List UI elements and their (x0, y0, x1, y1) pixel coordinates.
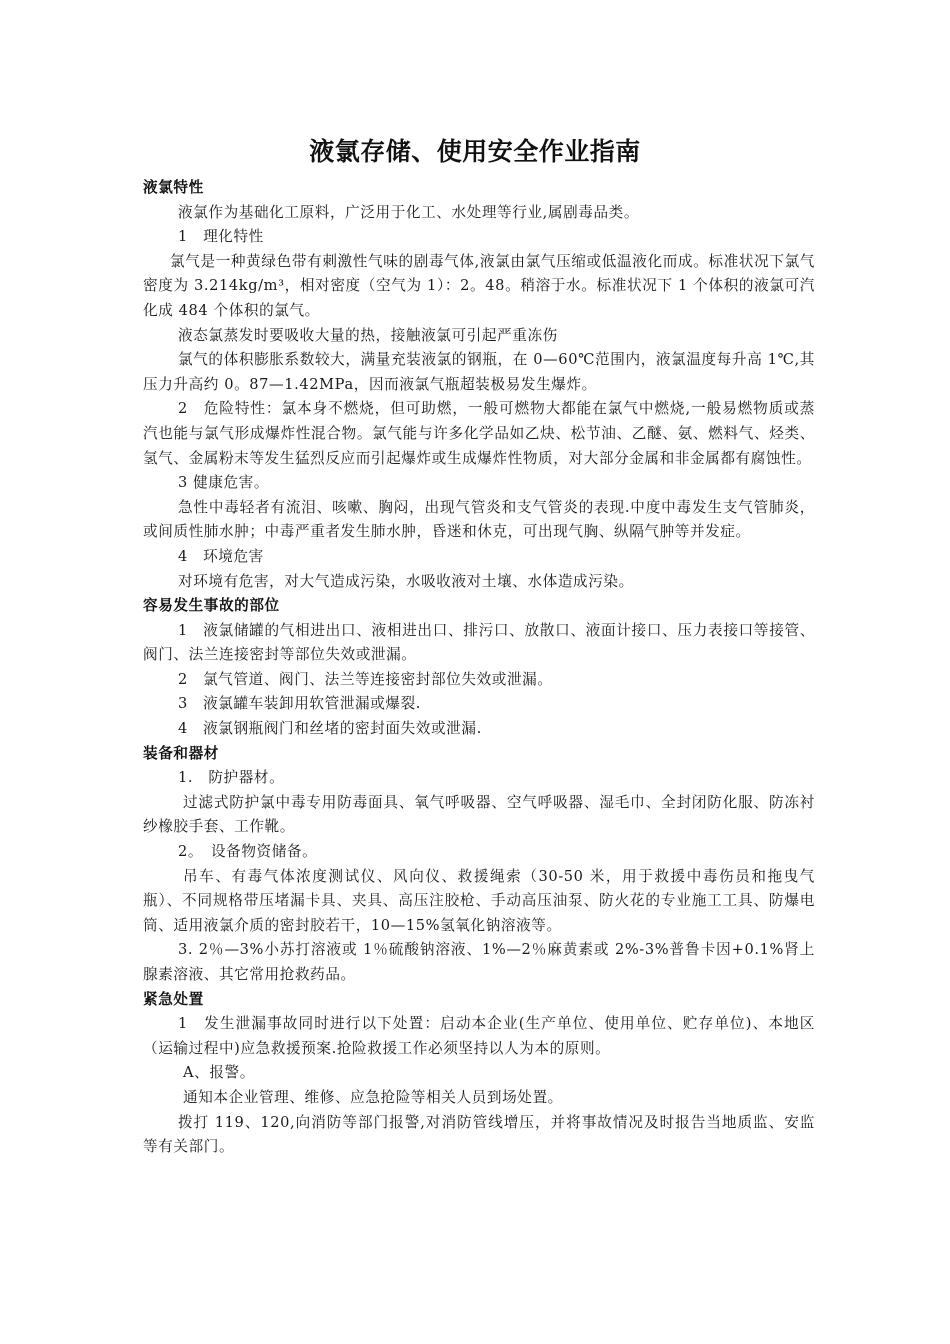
section-heading-equipment: 装备和器材 (143, 744, 219, 762)
subheading: 4 环境危害 (178, 547, 264, 565)
subheading: 1. 防护器材。 (178, 769, 285, 787)
paragraph: 通知本企业管理、维修、应急抢险等相关人员到场处置。 (183, 1088, 563, 1106)
list-item: 1 液氯储罐的气相进出口、液相进出口、排污口、放散口、液面计接口、压力表接口等接管、阀门、法兰连接密封等部位失效或泄漏。 (143, 621, 815, 664)
paragraph: 对环境有危害，对大气造成污染，水吸收液对土壤、水体造成污染。 (178, 572, 634, 590)
paragraph: 氯气的体积膨胀系数较大，满量充装液氯的钢瓶，在 0—60℃范围内，液氯温度每升高 1℃,其压力升高约 0。87—1.42MPa，因而液氯气瓶超装极易发生爆炸。 (143, 351, 815, 393)
list-item: 3 液氯罐车装卸用软管泄漏或爆裂. (178, 695, 422, 713)
subheading: 2。 设备物资储备。 (178, 843, 318, 861)
subheading: 1 理化特性 (178, 228, 264, 246)
paragraph: 3. 2％—3%小苏打溶液或 1％硫酸钠溶液、1%—2％麻黄素或 2%-3%普鲁卡因+0.1%肾上腺素溶液、其它常用抢救药品。 (143, 941, 815, 983)
list-item: 2 氯气管道、阀门、法兰等连接密封部位失效或泄漏。 (178, 670, 553, 688)
section-heading-emergency: 紧急处置 (143, 990, 204, 1008)
subheading: A、报警。 (183, 1064, 255, 1082)
paragraph: 1 发生泄漏事故同时进行以下处置：启动本企业(生产单位、使用单位、贮存单位)、本地区（运输过程中)应急救援预案.抢险救援工作必须坚持以人为本的原则。 (143, 1015, 815, 1057)
list-item: 4 液氯钢瓶阀门和丝堵的密封面失效或泄漏. (178, 720, 482, 738)
paragraph: 拨打 119、120,向消防等部门报警,对消防管线增压，并将事故情况及时报告当地质监、安监等有关部门。 (143, 1113, 815, 1156)
section-heading-properties: 液氯特性 (143, 179, 204, 196)
subheading: 3 健康危害。 (178, 474, 270, 492)
document-title: 液氯存储、使用安全作业指南 (309, 137, 641, 166)
paragraph: 2 危险特性：氯本身不燃烧，但可助燃，一般可燃物大都能在氯气中燃烧,一般易燃物质或蒸汽也能与氯气形成爆炸性混合物。氯气能与许多化学品如乙炔、松节油、乙醚、氨、燃料气、烃类、氢气、金属粉末等发生猛烈反应而引起爆炸或生成爆炸性物质，对大部分金属和非金属都有腐蚀性。 (143, 400, 815, 467)
document-body (143, 176, 815, 1160)
paragraph: 液氯作为基础化工原料，广泛用于化工、水处理等行业,属剧毒品类。 (178, 203, 640, 221)
paragraph: 液态氯蒸发时要吸收大量的热，接触液氯可引起严重冻伤 (178, 326, 558, 344)
paragraph: 氯气是一种黄绿色带有刺激性气味的剧毒气体,液氯由氯气压缩或低温液化而成。标准状况下氯气密度为 3.214kg/m³，相对密度（空气为 1）：2。48。稍溶于水。标准状况下 1 个体积的液氯可汽化成 484 个体积的氯气。 (143, 252, 815, 319)
section-heading-accident-sites: 容易发生事故的部位 (143, 597, 280, 615)
paragraph: 过滤式防护氯中毒专用防毒面具、氧气呼吸器、空气呼吸器、湿毛巾、全封闭防化服、防冻衬纱橡胶手套、工作靴。 (143, 793, 815, 836)
paragraph: 急性中毒轻者有流泪、咳嗽、胸闷，出现气管炎和支气管炎的表现.中度中毒发生支气管肺炎，或间质性肺水肿；中毒严重者发生肺水肿，昏迷和休克，可出现气胸、纵隔气肿等并发症。 (143, 498, 815, 541)
paragraph: 吊车、有毒气体浓度测试仪、风向仪、救援绳索（30-50 米，用于救援中毒伤员和拖曳气瓶）、不同规格带压堵漏卡具、夹具、高压注胶枪、手动高压油泵、防火花的专业施工工具、防爆电筒、适用液氯介质的密封胶若干，10—15%氢氧化钠溶液等。 (143, 867, 815, 934)
